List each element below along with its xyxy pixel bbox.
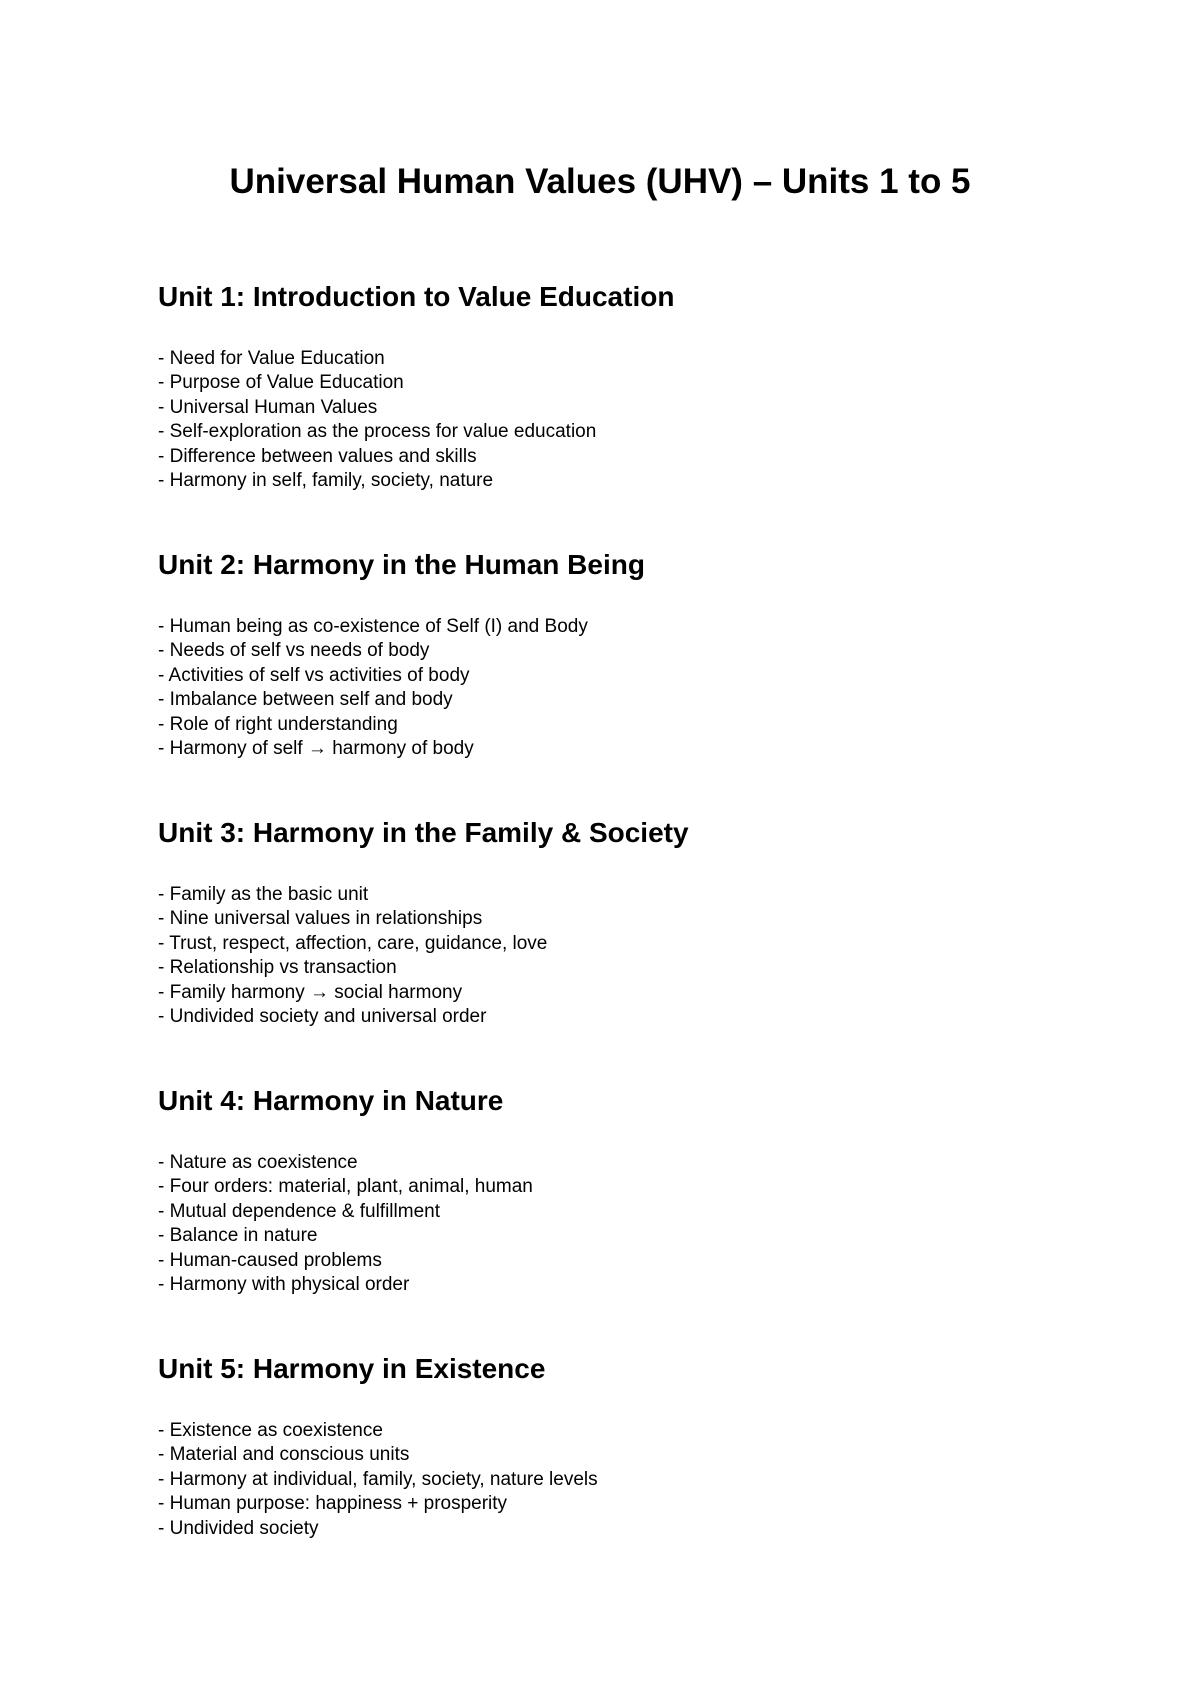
list-item: - Harmony at individual, family, society, nature levels [158,1468,598,1490]
list-item: - Need for Value Education [158,348,385,369]
page-title: Universal Human Values (UHV) – Units 1 to 5 [229,162,971,201]
list-item: - Undivided society and universal order [158,1006,487,1028]
list-item: - Relationship vs transaction [158,957,397,979]
unit-4-heading: Unit 4: Harmony in Nature [158,1085,504,1116]
unit-1-topic-list [158,347,1058,493]
list-item: - Imbalance between self and body [158,689,453,711]
list-item: - Nature as coexistence [158,1152,358,1173]
list-item: - Existence as coexistence [158,1420,383,1441]
unit-1-heading: Unit 1: Introduction to Value Education [158,281,675,312]
unit-2-section [158,548,1058,761]
unit-3-topic-list [158,883,1058,1029]
unit-4-topic-list [158,1151,1058,1297]
list-item: - Harmony of self → harmony of body [158,738,474,760]
unit-3-heading: Unit 3: Harmony in the Family & Society [158,817,689,848]
list-item: - Difference between values and skills [158,445,477,467]
unit-5-topic-list [158,1419,1058,1541]
list-item: - Purpose of Value Education [158,372,404,394]
list-item: - Balance in nature [158,1225,318,1247]
list-item: - Human purpose: happiness + prosperity [158,1493,508,1515]
list-item: - Self-exploration as the process for value education [158,421,597,443]
unit-5-section [158,1352,1058,1541]
list-item: - Human being as co-existence of Self (I) and Body [158,616,588,637]
list-item: - Mutual dependence & fulfillment [158,1200,440,1222]
list-item: - Role of right understanding [158,713,398,735]
list-item: - Material and conscious units [158,1444,410,1466]
list-item: - Trust, respect, affection, care, guidance, love [158,932,548,954]
unit-3-section [158,816,1058,1029]
list-item: - Family as the basic unit [158,884,369,905]
unit-4-section [158,1084,1058,1297]
list-item: - Universal Human Values [158,396,378,418]
list-item: - Activities of self vs activities of body [158,664,470,686]
list-item: - Harmony in self, family, society, nature [158,470,494,492]
list-item: - Family harmony → social harmony [158,981,463,1003]
list-item: - Nine universal values in relationships [158,908,483,930]
unit-1-section [158,280,1058,493]
list-item: - Four orders: material, plant, animal, human [158,1176,533,1198]
unit-2-topic-list [158,615,1058,761]
list-item: - Undivided society [158,1517,319,1539]
list-item: - Harmony with physical order [158,1274,410,1296]
list-item: - Human-caused problems [158,1249,382,1271]
unit-5-heading: Unit 5: Harmony in Existence [158,1353,546,1384]
unit-2-heading: Unit 2: Harmony in the Human Being [158,549,645,580]
list-item: - Needs of self vs needs of body [158,640,430,662]
